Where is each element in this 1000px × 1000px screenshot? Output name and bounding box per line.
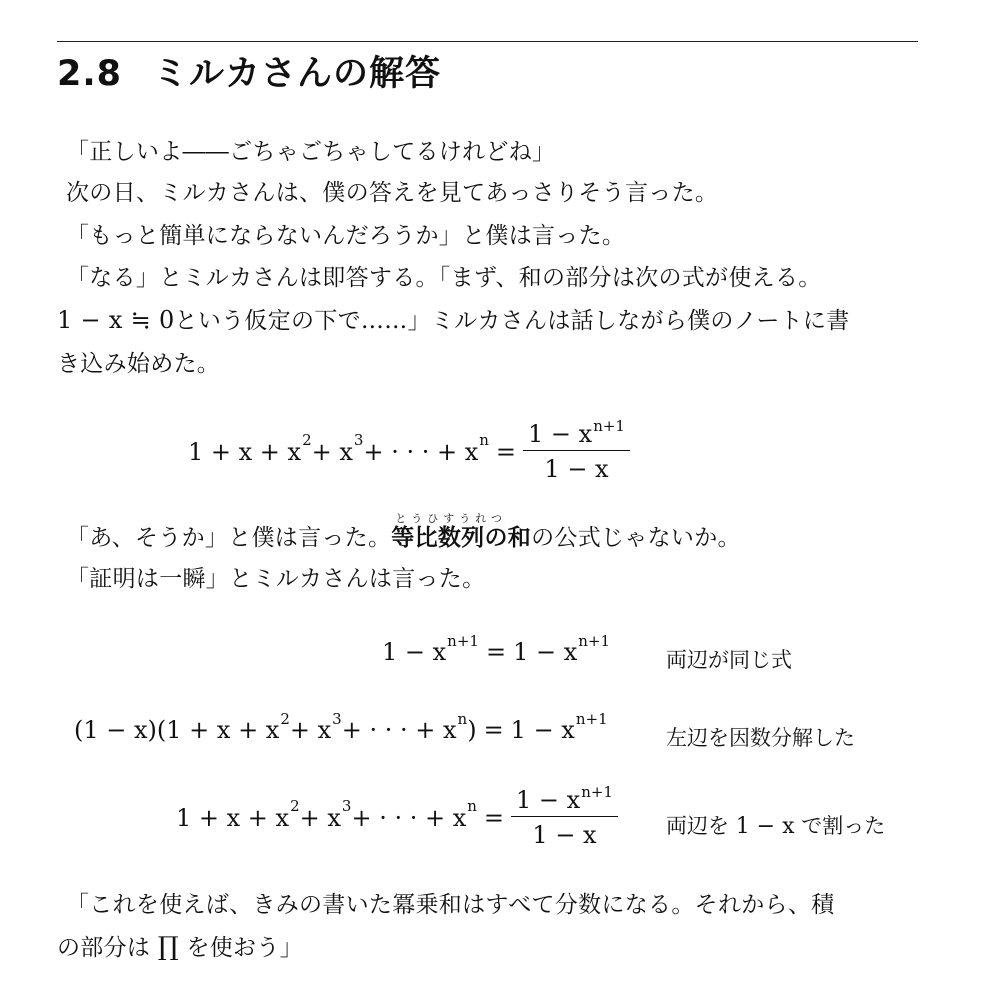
geometric-sum-formula <box>188 417 630 483</box>
paragraph-5 <box>57 305 937 337</box>
numerator-text: 1 − x <box>528 420 593 448</box>
paragraph-7-after: の公式じゃないか。 <box>531 525 741 551</box>
section-title: ミルカさんの解答 <box>153 54 442 94</box>
proof-line-3 <box>176 783 618 849</box>
fraction-numerator <box>523 417 630 451</box>
exp-n: n <box>479 431 489 449</box>
exp-3: 3 <box>332 709 342 728</box>
proof2-rhs: 1 − x <box>510 716 575 744</box>
proof-line-2 <box>74 709 608 744</box>
sum-term-x3: + x <box>311 437 353 466</box>
proof2-lhs: (1 − x)(1 + x + x <box>74 716 280 744</box>
geometric-series-term <box>391 512 532 551</box>
note3-math: 1 − x <box>735 814 795 839</box>
paragraph-6: き込み始めた。 <box>57 351 221 377</box>
paragraph-9: 「これを使えば、きみの書いた冪乗和はすべて分数になる。それから、積 <box>66 892 835 918</box>
paragraph-10-after: を使おう」 <box>186 935 303 961</box>
fraction-numerator <box>511 783 618 817</box>
note-divided <box>666 810 885 840</box>
sum-term-xn: + · · · + x <box>363 437 479 466</box>
proof1-lhs-exp: n+1 <box>447 631 479 650</box>
proof1-rhs-exp: n+1 <box>578 631 611 650</box>
equals-sign: = <box>483 803 505 832</box>
fraction <box>523 417 630 483</box>
exp-n: n <box>457 709 468 728</box>
exp-n: n <box>467 797 477 815</box>
geometric-series-label: 等比数列の和 <box>391 525 532 551</box>
proof3-term-x3: + x <box>299 803 341 832</box>
exp-2: 2 <box>290 797 300 815</box>
numerator-exp: n+1 <box>581 783 613 801</box>
exp-3: 3 <box>341 797 352 815</box>
ruby-reading: とうひすうれつ <box>395 512 508 525</box>
close-paren: ) <box>467 716 477 744</box>
exp-3: 3 <box>353 431 364 449</box>
condition-math: 1 − x ≒ 0 <box>57 306 175 334</box>
product-symbol: ∏ <box>157 932 179 962</box>
note3-after: で割った <box>801 814 886 838</box>
proof3-term-xn: + · · · + x <box>351 803 467 832</box>
proof-line-1 <box>382 631 611 666</box>
proof2-term-x3: + x <box>289 716 332 744</box>
numerator-text: 1 − x <box>516 786 581 814</box>
section-number: 2.8 <box>57 54 123 94</box>
paragraph-7 <box>66 512 946 554</box>
paragraph-10 <box>57 931 937 964</box>
section-heading <box>57 52 441 96</box>
fraction-denominator: 1 − x <box>532 821 597 849</box>
numerator-exp: n+1 <box>593 417 625 435</box>
fraction-denominator: 1 − x <box>544 455 609 483</box>
equals-sign: = <box>495 437 517 466</box>
sum-lhs: 1 + x + x <box>188 437 302 466</box>
proof1-lhs: 1 − x <box>382 638 447 666</box>
equals-sign: = <box>485 638 507 666</box>
note3-before: 両辺を <box>666 814 729 838</box>
note-factorized: 左辺を因数分解した <box>666 726 855 750</box>
paragraph-2: 次の日、ミルカさんは、僕の答えを見てあっさりそう言った。 <box>66 180 719 206</box>
exp-2: 2 <box>302 431 312 449</box>
top-rule <box>57 41 918 42</box>
exp-2: 2 <box>280 709 290 728</box>
paragraph-1: 「正しいよ――ごちゃごちゃしてるけれどね」 <box>66 139 556 165</box>
proof3-lhs: 1 + x + x <box>176 803 290 832</box>
note-same-expression: 両辺が同じ式 <box>666 648 792 672</box>
fraction <box>511 783 618 849</box>
proof2-rhs-exp: n+1 <box>575 709 608 728</box>
paragraph-5-text: という仮定の下で……」ミルカさんは話しながら僕のノートに書 <box>174 308 850 334</box>
paragraph-7-before: 「あ、そうか」と僕は言った。 <box>66 525 392 551</box>
paragraph-10-before: の部分は <box>57 935 151 961</box>
proof2-term-xn: + · · · + x <box>341 716 457 744</box>
equals-sign: = <box>483 716 504 744</box>
paragraph-8: 「証明は一瞬」とミルカさんは言った。 <box>66 566 486 592</box>
proof1-rhs: 1 − x <box>513 638 578 666</box>
paragraph-3: 「もっと簡単にならないんだろうか」と僕は言った。 <box>66 223 626 249</box>
paragraph-4: 「なる」とミルカさんは即答する。「まず、和の部分は次の式が使える。 <box>66 265 822 291</box>
